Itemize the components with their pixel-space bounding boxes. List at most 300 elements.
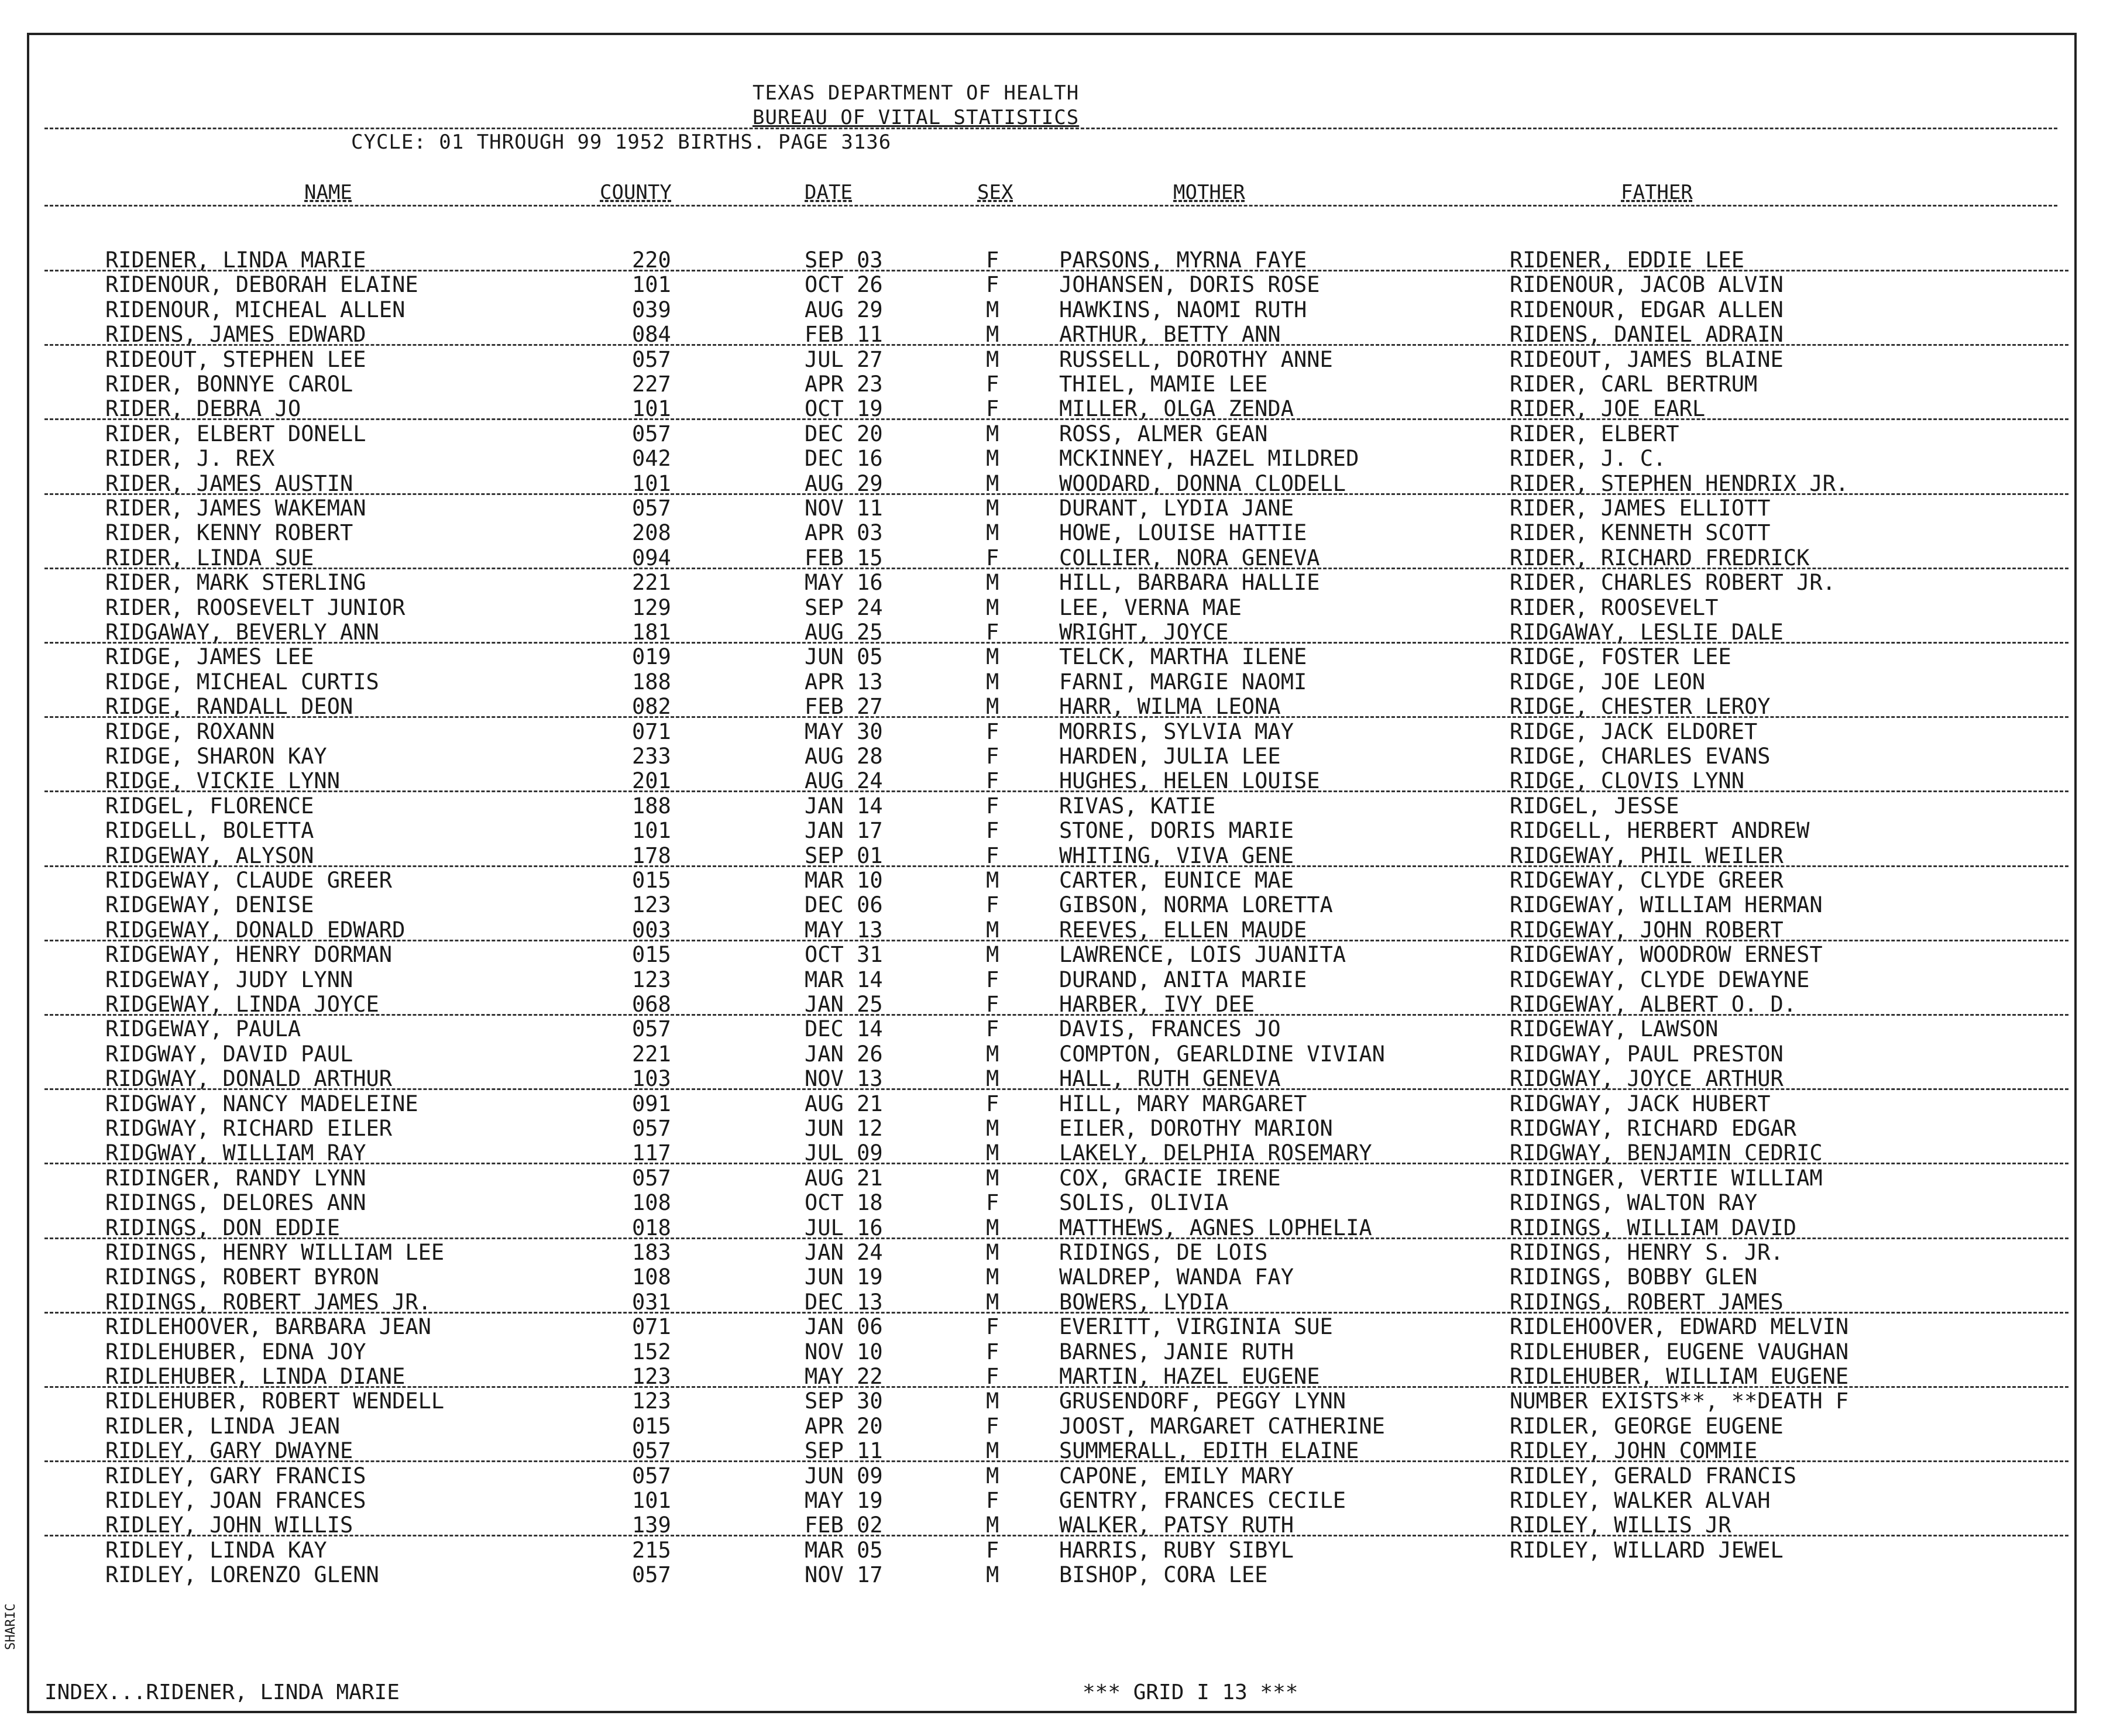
record-name: RIDER, MARK STERLING (105, 570, 366, 596)
department-title: TEXAS DEPARTMENT OF HEALTH (752, 81, 1080, 105)
record-name: RIDGE, RANDALL DEON (105, 694, 353, 720)
record-sex: F (986, 892, 999, 918)
record-father: RIDER, JAMES ELLIOTT (1510, 496, 1771, 521)
record-row (29, 521, 2074, 545)
record-name: RIDINGS, DELORES ANN (105, 1190, 366, 1216)
record-county: 208 (632, 520, 671, 546)
record-row (29, 1042, 2074, 1067)
record-father: RIDENOUR, EDGAR ALLEN (1510, 297, 1784, 322)
record-row (29, 496, 2074, 521)
record-father: RIDLEHUBER, WILLIAM EUGENE (1510, 1364, 1849, 1389)
record-father: RIDGEWAY, LAWSON (1510, 1016, 1719, 1042)
record-father: RIDINGS, ROBERT JAMES (1510, 1289, 1784, 1315)
record-sex: M (986, 1438, 999, 1464)
record-sex: M (986, 1463, 999, 1489)
record-father: RIDLEY, WILLARD JEWEL (1510, 1537, 1784, 1563)
record-sex: F (986, 793, 999, 819)
record-name: RIDEOUT, STEPHEN LEE (105, 346, 366, 372)
record-name: RIDER, JAMES WAKEMAN (105, 496, 366, 521)
record-name: RIDER, ELBERT DONELL (105, 421, 366, 446)
record-name: RIDLEHOOVER, BARBARA JEAN (105, 1314, 431, 1340)
record-row (29, 670, 2074, 695)
record-name: RIDLEHUBER, LINDA DIANE (105, 1364, 406, 1389)
record-county: 071 (632, 719, 671, 744)
record-sex: F (986, 620, 999, 645)
record-county: 101 (632, 818, 671, 844)
record-date: AUG 25 (805, 620, 883, 645)
record-sex: F (986, 396, 999, 422)
record-row (29, 695, 2074, 719)
record-father: RIDINGER, VERTIE WILLIAM (1510, 1165, 1823, 1191)
record-father: RIDINGS, HENRY S. JR. (1510, 1240, 1784, 1265)
record-sex: M (986, 1140, 999, 1166)
record-date: APR 03 (805, 520, 883, 546)
record-county: 068 (632, 992, 671, 1017)
record-date: APR 13 (805, 669, 883, 695)
record-father: RIDGEWAY, WOODROW ERNEST (1510, 942, 1823, 968)
record-county: 101 (632, 396, 671, 422)
record-date: JAN 14 (805, 793, 883, 819)
record-mother: LAKELY, DELPHIA ROSEMARY (1059, 1140, 1372, 1166)
record-father: RIDER, RICHARD FREDRICK (1510, 545, 1810, 570)
record-name: RIDGE, VICKIE LYNN (105, 768, 340, 794)
record-sex: M (986, 421, 999, 446)
record-father: RIDER, ELBERT (1510, 421, 1679, 446)
record-sex: F (986, 1016, 999, 1042)
record-county: 108 (632, 1264, 671, 1290)
record-row (29, 1265, 2074, 1290)
record-sex: F (986, 1339, 999, 1364)
record-row (29, 1092, 2074, 1116)
record-date: JUN 09 (805, 1463, 883, 1489)
record-name: RIDINGS, ROBERT BYRON (105, 1264, 379, 1290)
record-date: SEP 01 (805, 843, 883, 868)
record-mother: DURANT, LYDIA JANE (1059, 496, 1294, 521)
record-county: 015 (632, 942, 671, 968)
record-father: RIDINGS, WILLIAM DAVID (1510, 1215, 1797, 1240)
record-row (29, 1290, 2074, 1315)
index-footer: INDEX...RIDENER, LINDA MARIE (44, 1680, 400, 1704)
record-mother: COX, GRACIE IRENE (1059, 1165, 1281, 1191)
record-county: 057 (632, 1463, 671, 1489)
record-father: RIDGAWAY, LESLIE DALE (1510, 620, 1784, 645)
record-sex: M (986, 1165, 999, 1191)
record-row (29, 372, 2074, 397)
record-sex: M (986, 297, 999, 322)
record-father: RIDLEY, GERALD FRANCIS (1510, 1463, 1797, 1489)
record-sex: F (986, 843, 999, 868)
record-name: RIDGEWAY, PAULA (105, 1016, 301, 1042)
record-row (29, 1067, 2074, 1091)
record-date: SEP 30 (805, 1388, 883, 1414)
record-father: RIDGEWAY, CLYDE DEWAYNE (1510, 967, 1810, 992)
record-name: RIDLEHUBER, EDNA JOY (105, 1339, 366, 1364)
record-county: 091 (632, 1091, 671, 1116)
record-row (29, 1439, 2074, 1463)
record-mother: GIBSON, NORMA LORETTA (1059, 892, 1333, 918)
record-name: RIDGAWAY, BEVERLY ANN (105, 620, 379, 645)
record-sex: F (986, 1413, 999, 1439)
record-father: RIDGE, CLOVIS LYNN (1510, 768, 1744, 794)
column-header-mother: MOTHER (1173, 181, 1245, 204)
record-father: RIDER, JOE EARL (1510, 396, 1706, 422)
record-date: SEP 03 (805, 247, 883, 273)
record-county: 188 (632, 669, 671, 695)
record-father: RIDGE, FOSTER LEE (1510, 644, 1731, 670)
record-row (29, 397, 2074, 421)
record-date: APR 20 (805, 1413, 883, 1439)
record-name: RIDER, ROOSEVELT JUNIOR (105, 594, 406, 620)
record-father: RIDGE, CHESTER LEROY (1510, 694, 1771, 720)
record-date: JUN 05 (805, 644, 883, 670)
record-date: MAY 30 (805, 719, 883, 744)
record-date: AUG 24 (805, 768, 883, 794)
record-date: AUG 21 (805, 1165, 883, 1191)
record-mother: ROSS, ALMER GEAN (1059, 421, 1268, 446)
record-date: JUN 12 (805, 1116, 883, 1141)
record-mother: WHITING, VIVA GENE (1059, 843, 1294, 868)
record-county: 071 (632, 1314, 671, 1340)
record-date: APR 23 (805, 372, 883, 397)
record-date: MAR 05 (805, 1537, 883, 1563)
record-date: NOV 10 (805, 1339, 883, 1364)
record-name: RIDLEY, JOAN FRANCES (105, 1488, 366, 1513)
record-county: 181 (632, 620, 671, 645)
record-row (29, 1389, 2074, 1414)
record-mother: HAWKINS, NAOMI RUTH (1059, 297, 1307, 322)
record-county: 057 (632, 346, 671, 372)
record-county: 042 (632, 446, 671, 472)
record-row (29, 273, 2074, 297)
record-sex: F (986, 992, 999, 1017)
record-sex: M (986, 1289, 999, 1315)
record-father: RIDLEY, JOHN COMMIE (1510, 1438, 1758, 1464)
record-row (29, 968, 2074, 992)
record-row (29, 769, 2074, 793)
record-date: JUL 09 (805, 1140, 883, 1166)
record-mother: MCKINNEY, HAZEL MILDRED (1059, 446, 1359, 472)
record-county: 227 (632, 372, 671, 397)
record-name: RIDGELL, BOLETTA (105, 818, 314, 844)
record-date: JAN 24 (805, 1240, 883, 1265)
record-name: RIDGWAY, RICHARD EILER (105, 1116, 393, 1141)
record-father: RIDLEY, WILLIS JR (1510, 1512, 1731, 1538)
record-county: 101 (632, 272, 671, 298)
record-mother: GENTRY, FRANCES CECILE (1059, 1488, 1346, 1513)
record-sex: F (986, 967, 999, 992)
record-name: RIDINGS, HENRY WILLIAM LEE (105, 1240, 445, 1265)
record-name: RIDGEWAY, JUDY LYNN (105, 967, 353, 992)
record-father: RIDER, CHARLES ROBERT JR. (1510, 570, 1836, 596)
record-mother: FARNI, MARGIE NAOMI (1059, 669, 1307, 695)
record-name: RIDGEWAY, DENISE (105, 892, 314, 918)
record-father: RIDINGS, WALTON RAY (1510, 1190, 1758, 1216)
record-name: RIDINGER, RANDY LYNN (105, 1165, 366, 1191)
record-mother: DAVIS, FRANCES JO (1059, 1016, 1281, 1042)
record-mother: RIVAS, KATIE (1059, 793, 1216, 819)
record-date: OCT 19 (805, 396, 883, 422)
record-sex: F (986, 1314, 999, 1340)
record-sex: F (986, 768, 999, 794)
record-name: RIDER, BONNYE CAROL (105, 372, 353, 397)
record-mother: JOOST, MARGARET CATHERINE (1059, 1413, 1385, 1439)
record-mother: BOWERS, LYDIA (1059, 1289, 1229, 1315)
record-name: RIDGE, ROXANN (105, 719, 275, 744)
record-name: RIDGEWAY, DONALD EDWARD (105, 917, 406, 943)
record-row (29, 1414, 2074, 1439)
record-date: AUG 29 (805, 470, 883, 496)
record-father: RIDER, STEPHEN HENDRIX JR. (1510, 470, 1849, 496)
record-row (29, 1513, 2074, 1538)
record-county: 094 (632, 545, 671, 570)
record-mother: SUMMERALL, EDITH ELAINE (1059, 1438, 1359, 1464)
record-row (29, 720, 2074, 744)
record-name: RIDGEWAY, CLAUDE GREER (105, 868, 393, 893)
record-name: RIDGEWAY, HENRY DORMAN (105, 942, 393, 968)
record-sex: M (986, 669, 999, 695)
record-county: 221 (632, 1041, 671, 1067)
record-county: 123 (632, 1364, 671, 1389)
record-name: RIDENER, LINDA MARIE (105, 247, 366, 273)
record-date: MAY 13 (805, 917, 883, 943)
record-row (29, 1563, 2074, 1587)
record-mother: HILL, BARBARA HALLIE (1059, 570, 1320, 596)
record-name: RIDLEY, GARY FRANCIS (105, 1463, 366, 1489)
record-mother: HILL, MARY MARGARET (1059, 1091, 1307, 1116)
record-father: RIDENOUR, JACOB ALVIN (1510, 272, 1784, 298)
record-father: RIDGELL, HERBERT ANDREW (1510, 818, 1810, 844)
record-county: 003 (632, 917, 671, 943)
record-county: 178 (632, 843, 671, 868)
record-name: RIDINGS, DON EDDIE (105, 1215, 340, 1240)
record-mother: MATTHEWS, AGNES LOPHELIA (1059, 1215, 1372, 1240)
record-date: MAR 10 (805, 868, 883, 893)
margin-mark: SHARIC (4, 1603, 18, 1650)
record-date: JAN 06 (805, 1314, 883, 1340)
record-name: RIDGWAY, NANCY MADELEINE (105, 1091, 418, 1116)
record-row (29, 744, 2074, 769)
record-sex: F (986, 272, 999, 298)
record-sex: F (986, 247, 999, 273)
record-county: 221 (632, 570, 671, 596)
record-sex: M (986, 1388, 999, 1414)
record-date: AUG 29 (805, 297, 883, 322)
record-county: 152 (632, 1339, 671, 1364)
record-county: 031 (632, 1289, 671, 1315)
record-sex: M (986, 1041, 999, 1067)
record-county: 129 (632, 594, 671, 620)
record-date: JAN 25 (805, 992, 883, 1017)
record-mother: RUSSELL, DOROTHY ANNE (1059, 346, 1333, 372)
record-sex: M (986, 470, 999, 496)
record-mother: THIEL, MAMIE LEE (1059, 372, 1268, 397)
record-sex: F (986, 719, 999, 744)
record-row (29, 1166, 2074, 1191)
record-county: 018 (632, 1215, 671, 1240)
record-mother: BISHOP, CORA LEE (1059, 1562, 1268, 1588)
record-county: 123 (632, 892, 671, 918)
record-row (29, 1017, 2074, 1041)
column-header-father: FATHER (1621, 181, 1693, 204)
record-name: RIDGWAY, WILLIAM RAY (105, 1140, 366, 1166)
record-date: MAR 14 (805, 967, 883, 992)
record-father: RIDGWAY, PAUL PRESTON (1510, 1041, 1784, 1067)
record-sex: M (986, 570, 999, 596)
record-county: 117 (632, 1140, 671, 1166)
record-row (29, 298, 2074, 322)
record-row (29, 620, 2074, 645)
record-county: 101 (632, 1488, 671, 1513)
record-sex: M (986, 346, 999, 372)
record-sex: F (986, 372, 999, 397)
record-county: 057 (632, 1116, 671, 1141)
record-name: RIDLEY, LORENZO GLENN (105, 1562, 379, 1588)
record-row (29, 446, 2074, 471)
record-date: SEP 11 (805, 1438, 883, 1464)
record-father: RIDLER, GEORGE EUGENE (1510, 1413, 1784, 1439)
record-name: RIDLEHUBER, ROBERT WENDELL (105, 1388, 445, 1414)
record-date: MAY 16 (805, 570, 883, 596)
record-date: FEB 15 (805, 545, 883, 570)
record-row (29, 893, 2074, 917)
record-mother: STONE, DORIS MARIE (1059, 818, 1294, 844)
record-date: JUN 19 (805, 1264, 883, 1290)
record-date: DEC 13 (805, 1289, 883, 1315)
record-father: NUMBER EXISTS**, **DEATH F (1510, 1388, 1849, 1414)
record-sex: M (986, 917, 999, 943)
record-name: RIDLEY, JOHN WILLIS (105, 1512, 353, 1538)
record-father: RIDINGS, BOBBY GLEN (1510, 1264, 1758, 1290)
record-row (29, 819, 2074, 843)
header-rule (44, 128, 2057, 129)
record-mother: HARR, WILMA LEONA (1059, 694, 1281, 720)
record-county: 057 (632, 421, 671, 446)
record-date: DEC 20 (805, 421, 883, 446)
record-date: JUL 27 (805, 346, 883, 372)
record-father: RIDEOUT, JAMES BLAINE (1510, 346, 1784, 372)
record-row (29, 1216, 2074, 1240)
record-date: OCT 26 (805, 272, 883, 298)
record-father: RIDGEWAY, ALBERT O. D. (1510, 992, 1797, 1017)
record-row (29, 546, 2074, 570)
record-row (29, 794, 2074, 819)
record-mother: HUGHES, HELEN LOUISE (1059, 768, 1320, 794)
record-mother: HARBER, IVY DEE (1059, 992, 1255, 1017)
record-mother: HARRIS, RUBY SIBYL (1059, 1537, 1294, 1563)
record-county: 057 (632, 496, 671, 521)
record-county: 188 (632, 793, 671, 819)
record-father: RIDGE, CHARLES EVANS (1510, 744, 1771, 769)
record-father: RIDENER, EDDIE LEE (1510, 247, 1744, 273)
record-sex: F (986, 1488, 999, 1513)
record-date: OCT 31 (805, 942, 883, 968)
record-row (29, 570, 2074, 595)
record-date: DEC 06 (805, 892, 883, 918)
record-date: JUL 16 (805, 1215, 883, 1240)
record-county: 039 (632, 297, 671, 322)
record-county: 108 (632, 1190, 671, 1216)
record-row (29, 248, 2074, 273)
column-header-county: COUNTY (600, 181, 672, 204)
record-mother: ARTHUR, BETTY ANN (1059, 322, 1281, 348)
record-name: RIDGE, SHARON KAY (105, 744, 327, 769)
record-name: RIDGE, JAMES LEE (105, 644, 314, 670)
record-father: RIDER, J. C. (1510, 446, 1666, 472)
record-county: 082 (632, 694, 671, 720)
record-row (29, 322, 2074, 347)
record-father: RIDGEWAY, WILLIAM HERMAN (1510, 892, 1823, 918)
record-mother: MILLER, OLGA ZENDA (1059, 396, 1294, 422)
record-sex: M (986, 1116, 999, 1141)
record-father: RIDGE, JACK ELDORET (1510, 719, 1758, 744)
record-mother: EVERITT, VIRGINIA SUE (1059, 1314, 1333, 1340)
record-county: 183 (632, 1240, 671, 1265)
record-mother: REEVES, ELLEN MAUDE (1059, 917, 1307, 943)
record-county: 215 (632, 1537, 671, 1563)
record-county: 220 (632, 247, 671, 273)
record-sex: F (986, 1091, 999, 1116)
record-date: FEB 11 (805, 322, 883, 348)
record-name: RIDLER, LINDA JEAN (105, 1413, 340, 1439)
cycle-line: CYCLE: 01 THROUGH 99 1952 BIRTHS. PAGE 3136 (351, 130, 892, 154)
record-mother: MARTIN, HAZEL EUGENE (1059, 1364, 1320, 1389)
record-mother: LAWRENCE, LOIS JUANITA (1059, 942, 1346, 968)
record-mother: GRUSENDORF, PEGGY LYNN (1059, 1388, 1346, 1414)
column-header-sex: SEX (977, 181, 1013, 204)
record-father: RIDGWAY, JACK HUBERT (1510, 1091, 1771, 1116)
record-sex: F (986, 818, 999, 844)
record-mother: WALKER, PATSY RUTH (1059, 1512, 1294, 1538)
record-county: 057 (632, 1016, 671, 1042)
record-date: MAY 22 (805, 1364, 883, 1389)
record-row (29, 348, 2074, 372)
record-sex: M (986, 694, 999, 720)
record-date: NOV 13 (805, 1066, 883, 1092)
record-row (29, 1340, 2074, 1364)
record-mother: HARDEN, JULIA LEE (1059, 744, 1281, 769)
record-sex: M (986, 1512, 999, 1538)
record-mother: HALL, RUTH GENEVA (1059, 1066, 1281, 1092)
record-name: RIDGEWAY, LINDA JOYCE (105, 992, 379, 1017)
bureau-title: BUREAU OF VITAL STATISTICS (752, 106, 1080, 129)
record-mother: MORRIS, SYLVIA MAY (1059, 719, 1294, 744)
record-father: RIDLEHOOVER, EDWARD MELVIN (1510, 1314, 1849, 1340)
record-county: 139 (632, 1512, 671, 1538)
record-mother: TELCK, MARTHA ILENE (1059, 644, 1307, 670)
record-date: NOV 17 (805, 1562, 883, 1588)
record-father: RIDLEHUBER, EUGENE VAUGHAN (1510, 1339, 1849, 1364)
record-date: DEC 16 (805, 446, 883, 472)
record-row (29, 1464, 2074, 1489)
record-sex: M (986, 644, 999, 670)
record-name: RIDER, LINDA SUE (105, 545, 314, 570)
record-county: 057 (632, 1438, 671, 1464)
record-row (29, 943, 2074, 967)
record-row (29, 1240, 2074, 1265)
record-county: 019 (632, 644, 671, 670)
record-sex: M (986, 520, 999, 546)
record-name: RIDINGS, ROBERT JAMES JR. (105, 1289, 431, 1315)
record-father: RIDGEWAY, JOHN ROBERT (1510, 917, 1784, 943)
record-father: RIDLEY, WALKER ALVAH (1510, 1488, 1771, 1513)
record-sex: M (986, 942, 999, 968)
record-mother: BARNES, JANIE RUTH (1059, 1339, 1294, 1364)
record-name: RIDGEWAY, ALYSON (105, 843, 314, 868)
record-sex: M (986, 594, 999, 620)
record-county: 233 (632, 744, 671, 769)
record-mother: SOLIS, OLIVIA (1059, 1190, 1229, 1216)
record-mother: WALDREP, WANDA FAY (1059, 1264, 1294, 1290)
